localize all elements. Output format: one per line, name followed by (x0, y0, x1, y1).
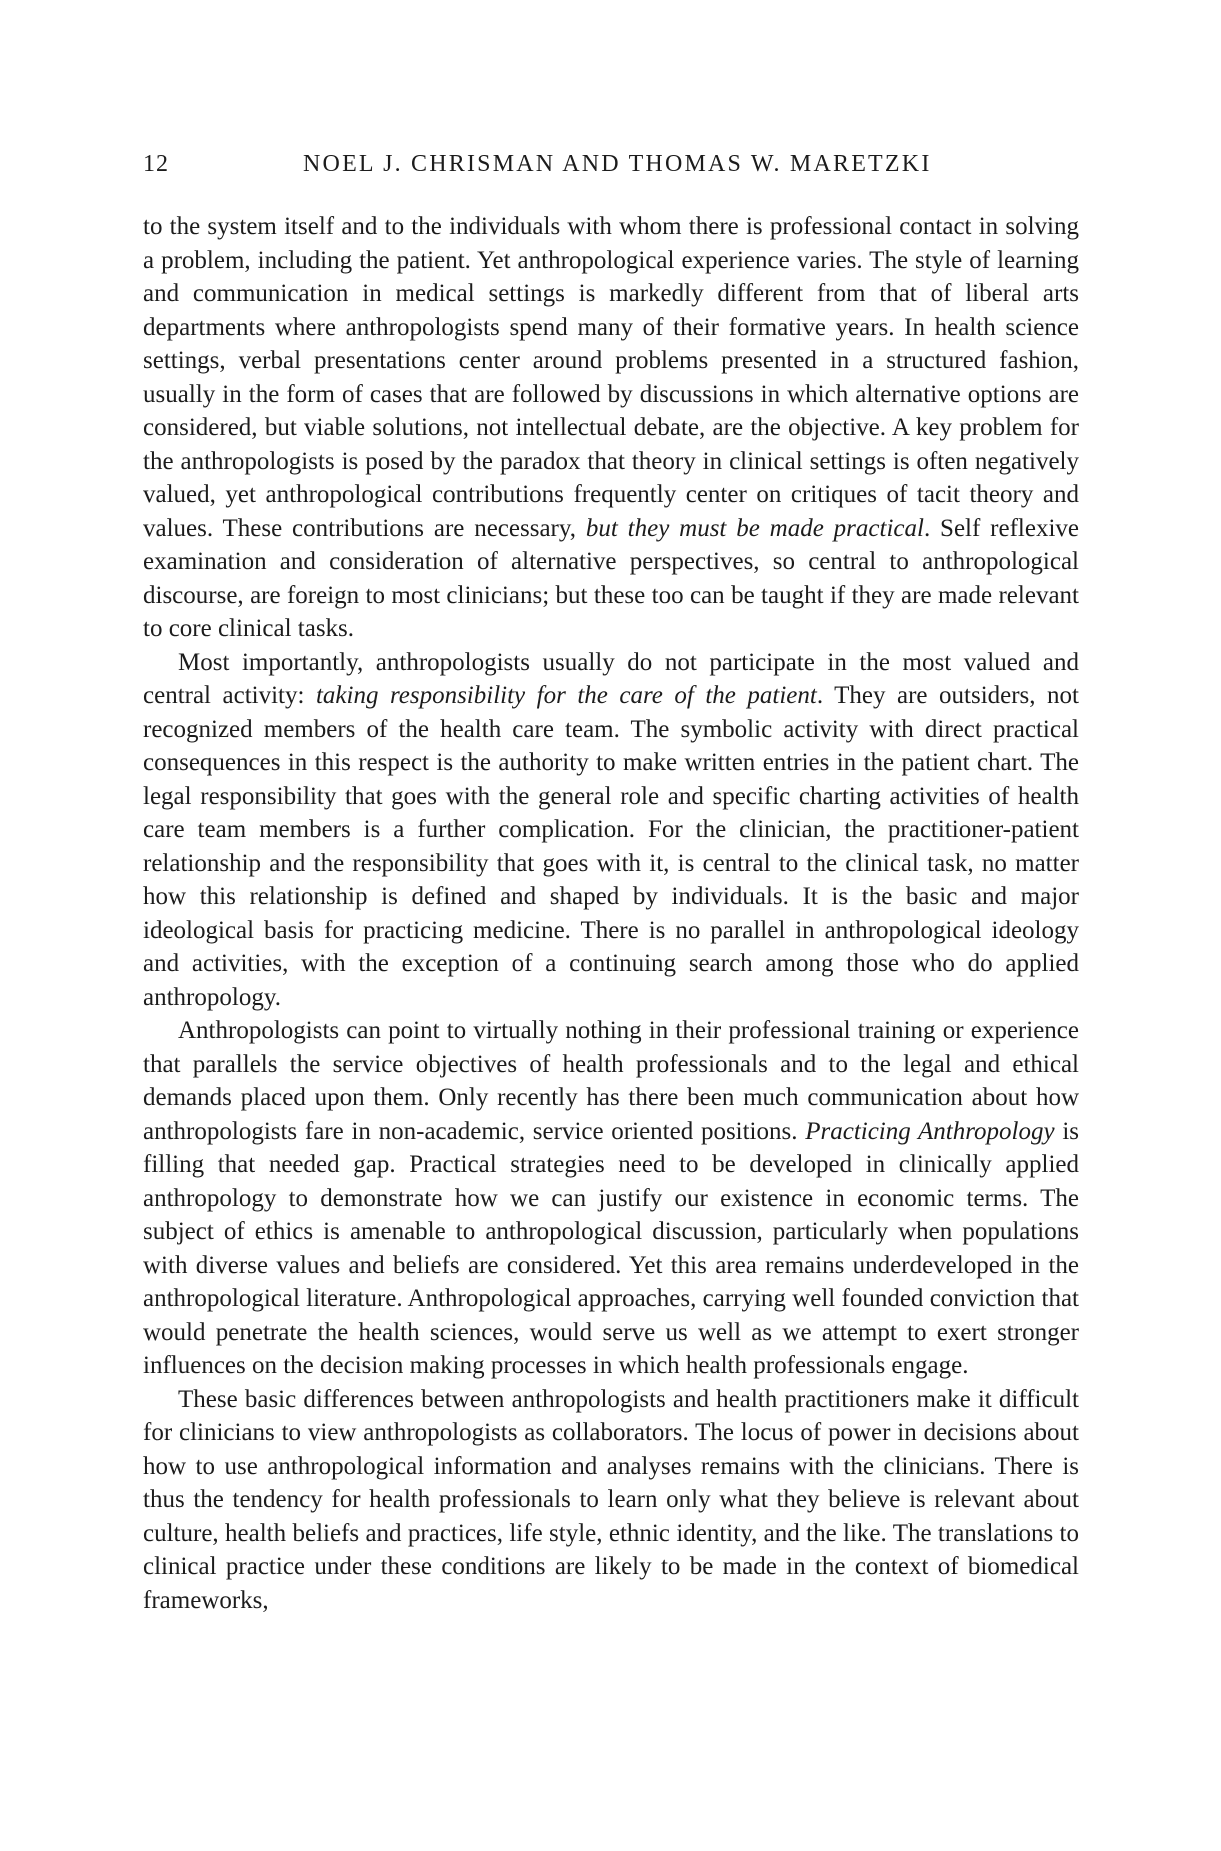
emphasis-text: taking responsibility for the care of the patient (315, 682, 817, 709)
journal-title: Practicing Anthropology (805, 1117, 1055, 1145)
paragraph (143, 1014, 1079, 1383)
paragraph (143, 210, 1079, 646)
text-run: Most importantly, anthropologists usually do not participate in the most valued and central activity: (143, 648, 1079, 709)
paragraph (143, 646, 1079, 1015)
text-run: to the system itself and to the individuals with whom there is professional contact in solving a problem, including the patient. Yet anthropological experience varies. The style of learning and communication in medical settings is markedly different from that of liberal arts departments where anthropologists spend many of their formative years. In health science settings, verbal presentations center around problems presented in a structured fashion, usually in the form of cases that are followed by discussions in which alternative options are considered, but viable solutions, not intellectual debate, are the objective. A key problem for the anthropologists is posed by the paradox that theory in clinical settings is often negatively valued, yet anthropological contributions frequently center on critiques of tacit theory and values. These contributions are necessary, (143, 213, 1079, 542)
paragraph (143, 1383, 1079, 1618)
body-text (143, 210, 1079, 1617)
emphasis-text: but they must be made practical (585, 514, 924, 542)
page-number: 12 (143, 151, 169, 177)
text-run: . Self reflexive examination and consideration of alternative perspectives, so central to anthropological discourse, are foreign to most clinicians; but these too can be taught if they are made relevant to core clinical tasks. (143, 514, 1079, 642)
text-run: is filling that needed gap. Practical strategies need to be developed in clinically applied anthropology to demonstrate how we can justify our existence in economic terms. The subject of ethics is amenable to anthropological discussion, particularly when populations with diverse values and beliefs are considered. Yet this area remains underdeveloped in the anthropological literature. Anthropological approaches, carrying well founded conviction that would penetrate the health sciences, would serve us well as we attempt to exert stronger influences on the decision making processes in which health professionals engage. (143, 1117, 1079, 1379)
text-run: Anthropologists can point to virtually nothing in their professional training or experience that parallels the service objectives of health professionals and to the legal and ethical demands placed upon them. Only recently has there been much communication about how anthropologists fare in non-academic, service oriented positions. (143, 1017, 1079, 1145)
text-run: These basic differences between anthropologists and health practitioners make it difficult for clinicians to view anthropologists as collaborators. The locus of power in decisions about how to use anthropological information and analyses remains with the clinicians. There is thus the tendency for health professionals to learn only what they believe is relevant about culture, health beliefs and practices, life style, ethnic identity, and the like. The translations to clinical practice under these conditions are likely to be made in the context of biomedical frameworks, (143, 1385, 1079, 1614)
running-head: NOEL J. CHRISMAN AND THOMAS W. MARETZKI (303, 151, 932, 177)
text-run: . They are outsiders, not recognized members of the health care team. The symbolic activity with direct practical consequences in this respect is the authority to make written entries in the patient chart. The legal responsibility that goes with the general role and specific charting activities of health care team members is a further complication. For the clinician, the practitioner-patient relationship and the responsibility that goes with it, is central to the clinical task, no matter how this relationship is defined and shaped by individuals. It is the basic and major ideological basis for practicing medicine. There is no parallel in anthropological ideology and activities, with the exception of a continuing search among those who do applied anthropology. (143, 682, 1079, 1011)
page-header (143, 146, 1079, 182)
